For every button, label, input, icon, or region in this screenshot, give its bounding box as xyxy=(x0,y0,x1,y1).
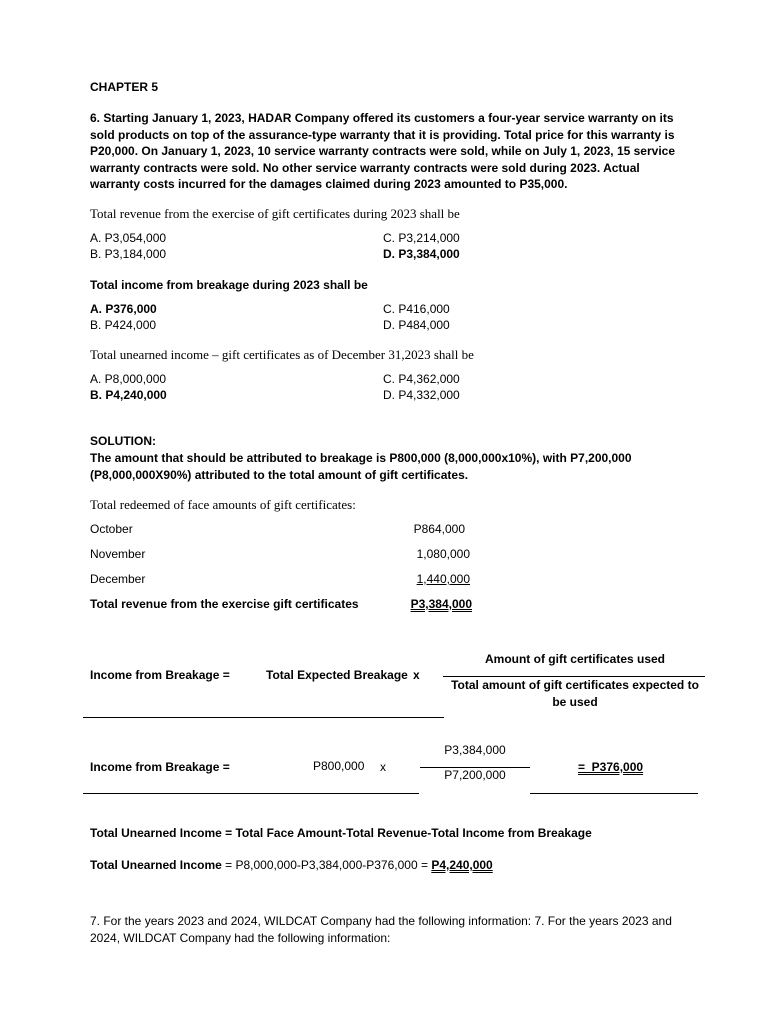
computation-underline-left xyxy=(83,793,419,794)
total-revenue-value: P3,384,000 xyxy=(410,597,472,611)
row-label-october: October xyxy=(90,522,133,536)
solution-heading: SOLUTION: xyxy=(90,434,156,448)
q1-option-c: C. P3,214,000 xyxy=(383,231,460,245)
problem-7-statement: 7. For the years 2023 and 2024, WILDCAT Company had the following information: 7. For the years 2023 and 2024, WILDCAT Company had the following information: xyxy=(90,914,672,945)
question-2-text: Total income from breakage during 2023 shall be xyxy=(90,278,368,292)
unearned-label: Total Unearned Income xyxy=(90,858,222,872)
unearned-line xyxy=(90,858,493,872)
formula-denominator: Total amount of gift certificates expected to be used xyxy=(451,678,699,709)
solution-intro: The amount that should be attributed to breakage is P800,000 (8,000,000x10%), with P7,200,000 (P8,000,000X90%) attributed to the total amount of gift certificates. xyxy=(90,451,632,482)
computation-label: Income from Breakage = xyxy=(90,760,230,774)
question-1-text: Total revenue from the exercise of gift certificates during 2023 shall be xyxy=(90,206,460,221)
computation-numerator: P3,384,000 xyxy=(444,743,506,757)
row-label-december: December xyxy=(90,572,146,586)
unearned-result: P4,240,000 xyxy=(431,858,493,872)
formula-expected-breakage: Total Expected Breakage xyxy=(266,668,408,682)
formula-numerator: Amount of gift certificates used xyxy=(484,652,666,666)
computation-result: = P376,000 xyxy=(578,760,644,774)
question-3-text: Total unearned income – gift certificates as of December 31,2023 shall be xyxy=(90,347,474,362)
redeemed-heading: Total redeemed of face amounts of gift certificates: xyxy=(90,497,356,512)
computation-times: x xyxy=(380,760,386,774)
formula-times: x xyxy=(413,668,420,682)
computation-denominator: P7,200,000 xyxy=(444,768,506,782)
q3-option-b: B. P4,240,000 xyxy=(90,388,167,402)
q3-option-d: D. P4,332,000 xyxy=(383,388,460,402)
formula-label: Income from Breakage = xyxy=(90,668,230,682)
total-revenue-label: Total revenue from the exercise gift certificates xyxy=(90,597,359,611)
unearned-expression: = P8,000,000-P3,384,000-P376,000 = xyxy=(221,858,432,872)
q1-option-a: A. P3,054,000 xyxy=(90,231,167,245)
q1-option-d: D. P3,384,000 xyxy=(383,247,460,261)
row-label-november: November xyxy=(90,547,146,561)
q3-option-c: C. P4,362,000 xyxy=(383,372,460,386)
unearned-formula: Total Unearned Income = Total Face Amount-Total Revenue-Total Income from Breakage xyxy=(90,826,592,840)
formula-underline xyxy=(83,717,444,718)
chapter-heading: CHAPTER 5 xyxy=(90,80,159,94)
row-value-december: 1,440,000 xyxy=(416,572,470,586)
row-value-october: P864,000 xyxy=(413,522,465,536)
q2-option-c: C. P416,000 xyxy=(383,302,450,316)
q2-option-a: A. P376,000 xyxy=(90,302,157,316)
q2-option-b: B. P424,000 xyxy=(90,318,157,332)
problem-6-statement: 6. Starting January 1, 2023, HADAR Company offered its customers a four-year service warranty on its sold products on top of the assurance-type warranty that it is providing. Total price for this warranty is P20,000. On January 1, 2023, 10 service warranty contracts were sold, while on July 1, 2023, 15 service warranty contracts were sold. No other service warranty contracts were sold during 2023. Actual warranty costs incurred for the damages claimed during 2023 amounted to P35,000. xyxy=(90,111,675,191)
q3-option-a: A. P8,000,000 xyxy=(90,372,167,386)
computation-breakage-value: P800,000 xyxy=(313,759,365,773)
row-value-november: 1,080,000 xyxy=(416,547,470,561)
q2-option-d: D. P484,000 xyxy=(383,318,450,332)
computation-underline-right xyxy=(530,793,698,794)
q1-option-b: B. P3,184,000 xyxy=(90,247,167,261)
